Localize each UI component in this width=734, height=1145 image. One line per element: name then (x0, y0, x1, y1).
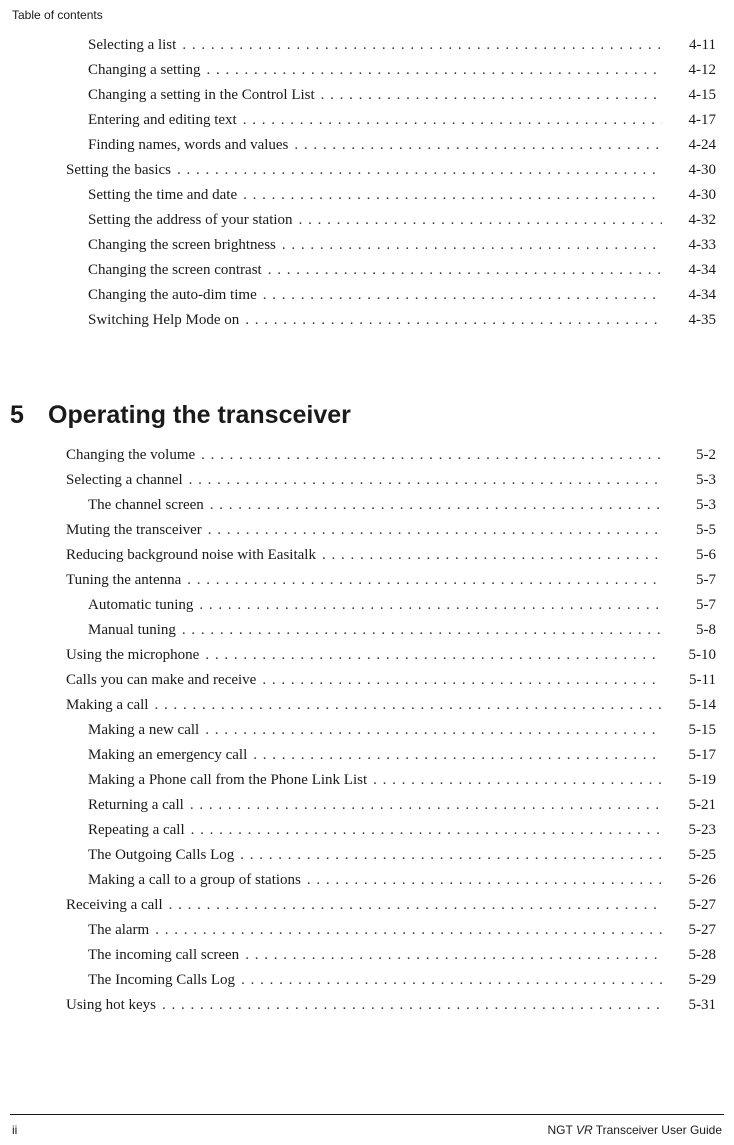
toc-entry[interactable] (88, 309, 716, 331)
toc-leader (245, 944, 662, 966)
toc-entry[interactable] (88, 259, 716, 281)
toc-entry-title: Finding names, words and values (88, 137, 289, 153)
toc-entry[interactable] (66, 669, 716, 691)
toc-entry-title: Repeating a call (88, 822, 185, 838)
chapter-heading (10, 401, 351, 430)
toc-entry-page: 5-15 (688, 722, 716, 738)
toc-entry[interactable] (66, 644, 716, 666)
toc-entry-title: The alarm (88, 922, 150, 938)
toc-entry-title: Manual tuning (88, 622, 176, 638)
toc-leader (243, 109, 662, 131)
running-header: Table of contents (12, 8, 103, 22)
toc-entry-title: Calls you can make and receive (66, 672, 257, 688)
toc-leader (299, 209, 662, 231)
toc-leader (155, 919, 662, 941)
chapter-title: Operating the transceiver (48, 401, 351, 429)
toc-entry-page: 4-24 (688, 137, 716, 153)
toc-entry-title: Selecting a channel (66, 472, 183, 488)
toc-entry-page: 4-12 (688, 62, 716, 78)
toc-entry-page: 5-14 (688, 697, 716, 713)
toc-entry-title: Setting the time and date (88, 187, 238, 203)
toc-entry-title: Automatic tuning (88, 597, 194, 613)
toc-leader (189, 469, 662, 491)
toc-entry-page: 5-28 (688, 947, 716, 963)
toc-leader (177, 159, 662, 181)
toc-entry[interactable] (88, 494, 716, 516)
toc-entry-title: Making a new call (88, 722, 200, 738)
toc-entry-title: Selecting a list (88, 37, 177, 53)
toc-entry[interactable] (66, 469, 716, 491)
toc-leader (182, 619, 662, 641)
toc-entry-title: Entering and editing text (88, 112, 237, 128)
toc-entry-page: 5-27 (688, 922, 716, 938)
toc-entry[interactable] (88, 184, 716, 206)
toc-entry-title: The channel screen (88, 497, 204, 513)
toc-leader (210, 494, 662, 516)
toc-entry-page: 5-19 (688, 772, 716, 788)
toc-entry-page: 5-23 (688, 822, 716, 838)
toc-entry[interactable] (88, 944, 716, 966)
toc-entry-page: 5-31 (688, 997, 716, 1013)
toc-entry-page: 5-6 (696, 547, 716, 563)
toc-entry-page: 5-17 (688, 747, 716, 763)
toc-entry-page: 5-3 (696, 472, 716, 488)
toc-leader (187, 569, 662, 591)
toc-leader (322, 544, 662, 566)
toc-entry-page: 4-35 (688, 312, 716, 328)
toc-entry-page: 5-11 (689, 672, 716, 688)
toc-entry-title: Receiving a call (66, 897, 163, 913)
toc-entry-page: 4-34 (688, 262, 716, 278)
toc-entry-title: Setting the basics (66, 162, 171, 178)
toc-leader (169, 894, 662, 916)
toc-entry-title: Using the microphone (66, 647, 200, 663)
toc-entry[interactable] (88, 819, 716, 841)
toc-entry[interactable] (88, 969, 716, 991)
toc-leader (208, 519, 662, 541)
toc-leader (373, 769, 662, 791)
toc-entry[interactable] (88, 84, 716, 106)
toc-entry[interactable] (88, 869, 716, 891)
toc-entry-page: 4-33 (688, 237, 716, 253)
toc-entry[interactable] (88, 109, 716, 131)
toc-entry-page: 5-21 (688, 797, 716, 813)
toc-entry-title: Changing a setting in the Control List (88, 87, 315, 103)
toc-entry-page: 5-7 (696, 597, 716, 613)
toc-entry[interactable] (88, 619, 716, 641)
toc-leader (205, 719, 662, 741)
toc-leader (199, 594, 662, 616)
toc-leader (321, 84, 662, 106)
toc-entry-page: 5-2 (696, 447, 716, 463)
toc-entry-title: Changing a setting (88, 62, 201, 78)
toc-entry-title: Using hot keys (66, 997, 156, 1013)
toc-entry-title: Changing the volume (66, 447, 196, 463)
toc-leader (190, 794, 662, 816)
toc-entry-title: Changing the screen brightness (88, 237, 276, 253)
toc-leader (201, 444, 662, 466)
toc-entry-page: 4-32 (688, 212, 716, 228)
toc-leader (191, 819, 662, 841)
toc-entry[interactable] (88, 234, 716, 256)
toc-entry-page: 4-15 (688, 87, 716, 103)
toc-entry-page: 5-3 (696, 497, 716, 513)
toc-entry[interactable] (66, 894, 716, 916)
toc-leader (207, 59, 663, 81)
toc-leader (154, 694, 662, 716)
guide-title-suffix: Transceiver User Guide (592, 1123, 722, 1137)
toc-leader (268, 259, 662, 281)
toc-entry-page: 5-29 (688, 972, 716, 988)
toc-entry-title: Changing the auto-dim time (88, 287, 257, 303)
toc-entry-title: Making a call (66, 697, 149, 713)
toc-entry[interactable] (88, 34, 716, 56)
toc-entry-page: 4-17 (688, 112, 716, 128)
toc-leader (282, 234, 662, 256)
toc-leader (241, 969, 662, 991)
toc-entry-title: The incoming call screen (88, 947, 240, 963)
toc-entry-title: Making a Phone call from the Phone Link List (88, 772, 368, 788)
toc-entry-title: Changing the screen contrast (88, 262, 262, 278)
toc-entry[interactable] (66, 544, 716, 566)
toc-entry[interactable] (88, 844, 716, 866)
toc-entry[interactable] (88, 209, 716, 231)
toc-leader (245, 309, 662, 331)
toc-entry-title: Returning a call (88, 797, 184, 813)
toc-entry[interactable] (66, 694, 716, 716)
toc-entry-title: Tuning the antenna (66, 572, 182, 588)
toc-leader (263, 284, 662, 306)
toc-entry-page: 5-5 (696, 522, 716, 538)
toc-entry[interactable] (88, 284, 716, 306)
toc-entry-page: 5-7 (696, 572, 716, 588)
toc-entry[interactable] (88, 919, 716, 941)
toc-entry-title: Setting the address of your station (88, 212, 293, 228)
toc-entry[interactable] (66, 994, 716, 1016)
toc-entry-page: 5-26 (688, 872, 716, 888)
toc-entry-page: 4-34 (688, 287, 716, 303)
toc-entry-title: Making a call to a group of stations (88, 872, 301, 888)
page-number: ii (12, 1123, 18, 1137)
toc-entry-title: Reducing background noise with Easitalk (66, 547, 316, 563)
toc-entry-page: 4-11 (689, 37, 716, 53)
toc-entry[interactable] (88, 59, 716, 81)
toc-leader (253, 744, 662, 766)
guide-title-model: VR (575, 1123, 593, 1137)
toc-leader (243, 184, 662, 206)
toc-entry-page: 5-25 (688, 847, 716, 863)
toc-leader (240, 844, 662, 866)
toc-entry-page: 5-27 (688, 897, 716, 913)
toc-entry[interactable] (88, 769, 716, 791)
footer-rule (10, 1114, 724, 1115)
toc-entry[interactable] (66, 159, 716, 181)
toc-entry-page: 4-30 (688, 187, 716, 203)
toc-entry[interactable] (88, 744, 716, 766)
toc-leader (307, 869, 662, 891)
toc-entry[interactable] (88, 594, 716, 616)
toc-entry[interactable] (66, 569, 716, 591)
toc-entry[interactable] (88, 794, 716, 816)
guide-title-prefix: NGT (547, 1123, 576, 1137)
toc-leader (262, 669, 662, 691)
toc-entry-title: The Incoming Calls Log (88, 972, 236, 988)
toc-entry-title: Switching Help Mode on (88, 312, 240, 328)
toc-entry[interactable] (66, 519, 716, 541)
toc-entry-title: The Outgoing Calls Log (88, 847, 235, 863)
toc-entry[interactable] (66, 444, 716, 466)
toc-leader (182, 34, 662, 56)
toc-leader (205, 644, 662, 666)
guide-title (547, 1123, 722, 1137)
toc-entry[interactable] (88, 134, 716, 156)
toc-entry-page: 4-30 (688, 162, 716, 178)
toc-entry-title: Making an emergency call (88, 747, 248, 763)
toc-entry[interactable] (88, 719, 716, 741)
toc-entry-title: Muting the transceiver (66, 522, 202, 538)
toc-entry-page: 5-8 (696, 622, 716, 638)
toc-leader (294, 134, 662, 156)
toc-entry-page: 5-10 (688, 647, 716, 663)
toc-leader (162, 994, 662, 1016)
chapter-number: 5 (10, 401, 24, 429)
